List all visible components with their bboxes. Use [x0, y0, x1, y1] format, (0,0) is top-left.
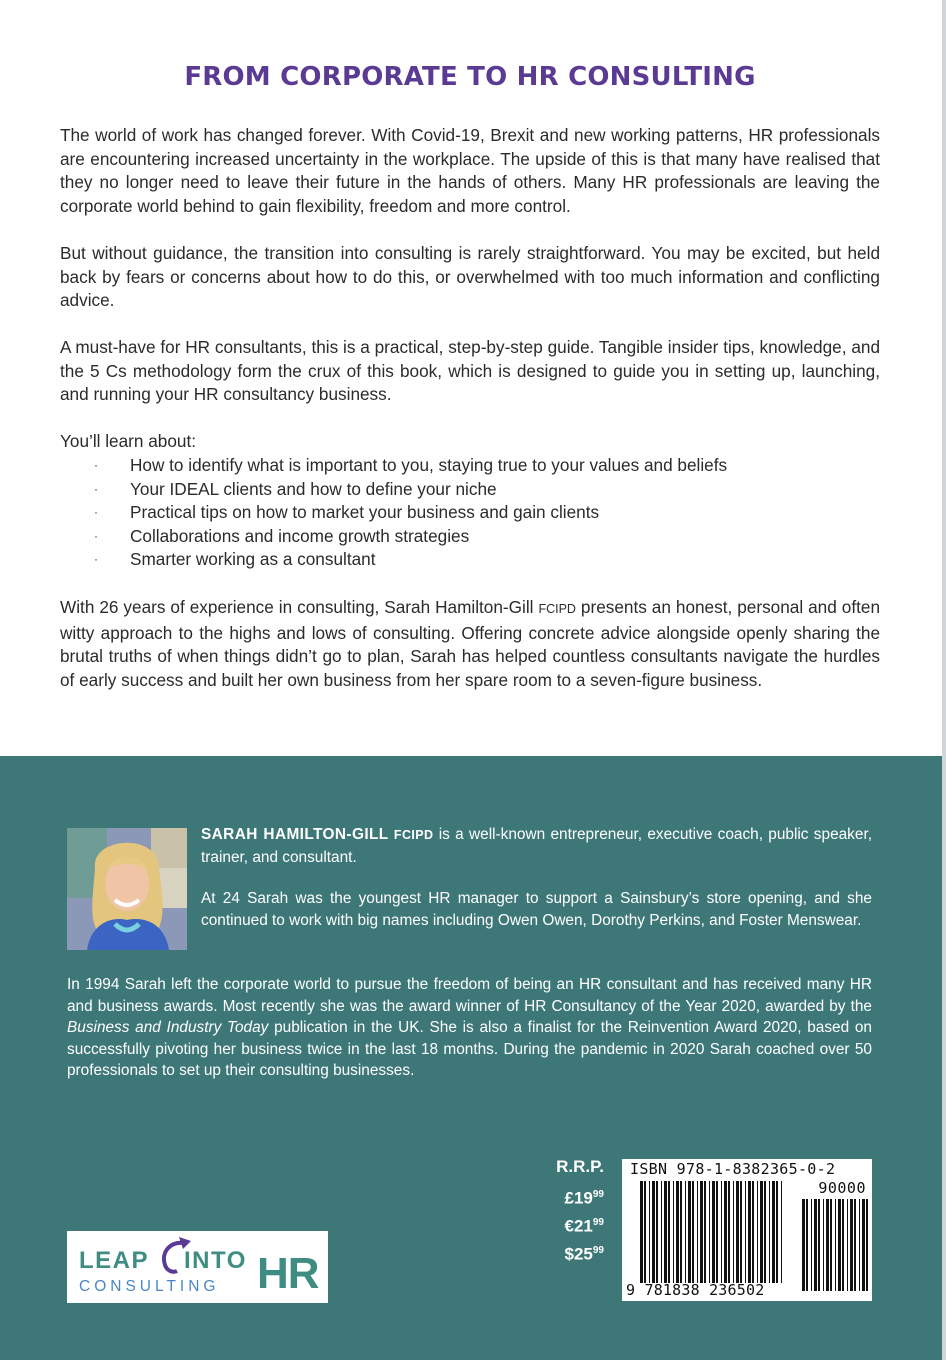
barcode-bar	[649, 1181, 650, 1283]
author-bio-consulting: In 1994 Sarah left the corporate world to pursue the freedom of being an HR consultant and has received many HR and business awards. Most recently she was the award winner of HR Consultancy of the Year 2020, awarded by the Business and Industry Today publication in the UK. She is also a finalist for the Reinvention Award 2020, based on successfully pivoting her business twice in the last 18 months. During the pandemic in 2020 Sarah coached over 50 professionals to set up their consulting businesses.	[67, 976, 872, 1079]
guidance-paragraph: But without guidance, the transition into consulting is rarely straightforward. You may be excited, but held back by fears or concerns about how to do this, or overwhelmed with too much information and conflicting advice.	[60, 243, 880, 310]
credential: FCIPD	[538, 602, 576, 616]
publication-name: Business and Industry Today	[67, 1019, 269, 1036]
rrp-label: R.R.P.	[556, 1157, 604, 1176]
list-item: · Collaborations and income growth strategies	[90, 525, 727, 549]
barcode-bar	[776, 1181, 778, 1283]
author-credential: FCIPD	[393, 828, 434, 842]
list-item: · Smarter working as a consultant	[90, 548, 727, 572]
barcode-bar	[640, 1181, 643, 1283]
barcode-bar	[644, 1181, 646, 1283]
barcode-bar	[709, 1181, 710, 1283]
barcode-bar	[866, 1199, 868, 1291]
bullet-marker: ·	[94, 505, 98, 519]
price-gbp: $£19^{99}$	[564, 1188, 604, 1208]
barcode-bar	[716, 1181, 718, 1283]
author-intro: SARAH HAMILTON-GILL FCIPD is a well-known entrepreneur, executive coach, public speaker, trainer, and consultant.	[201, 826, 872, 866]
logo-into-text: INTO	[184, 1247, 247, 1274]
barcode-bar	[757, 1181, 758, 1283]
list-item: · Your IDEAL clients and how to define your niche	[90, 478, 727, 502]
barcode-bar	[712, 1181, 715, 1283]
price-usd: $\$25^{99}$	[564, 1244, 604, 1264]
barcode-bar	[736, 1181, 739, 1283]
barcode-bar	[838, 1199, 841, 1291]
author-bio-early-career: At 24 Sarah was the youngest HR manager to support a Sainsbury’s store opening, and she continued to work with big names including Owen Owen, Dorothy Perkins, and Foster Menswear.	[201, 890, 872, 929]
price-eur: $€21^{99}$	[564, 1216, 604, 1236]
barcode-bar	[748, 1181, 751, 1283]
experience-paragraph: With 26 years of experience in consulting, Sarah Hamilton-Gill FCIPD presents an honest, personal and often witty approach to the highs and lows of consulting. Offering concrete advice alongside openly sharing the brutal truths of when things didn’t go to plan, Sarah has helped countless consultants navigate the hurdles of early success and built her own business from her spare room to a seven-figure business.	[60, 597, 880, 690]
bullet-marker: ·	[94, 528, 98, 543]
barcode-bar	[826, 1199, 829, 1291]
bullet-marker: ·	[94, 481, 98, 496]
barcode-bar	[818, 1199, 820, 1291]
barcode-bar	[652, 1181, 655, 1283]
barcode-bar	[830, 1199, 832, 1291]
barcode-bar	[764, 1181, 766, 1283]
list-item: · Practical tips on how to market your business and gain clients	[90, 501, 727, 525]
barcode-bar	[769, 1181, 770, 1283]
barcode-bar	[688, 1181, 691, 1283]
intro-paragraph: The world of work has changed forever. With Covid-19, Brexit and new working patterns, HR professionals are encountering increased uncertainty in the workplace. The upside of this is that many have realised that they no longer need to leave their future in the hands of others. Many HR professionals are leaving the corporate world behind to gain flexibility, freedom and more control.	[60, 125, 880, 216]
bullet-marker: ·	[94, 552, 98, 566]
barcode-bar	[802, 1199, 805, 1291]
barcode-bar	[680, 1181, 682, 1283]
barcode-bar	[721, 1181, 722, 1283]
barcode-bar	[760, 1181, 763, 1283]
barcode-bar	[842, 1199, 844, 1291]
barcode-bar	[724, 1181, 727, 1283]
must-have-paragraph: A must-have for HR consultants, this is a practical, step-by-step guide. Tangible insider tips, knowledge, and the 5 Cs methodology form the crux of this book, which is designed to guide you in setting up, launching, and running your HR consultancy business.	[60, 337, 880, 404]
logo-consulting-text: CONSULTING	[79, 1278, 220, 1295]
barcode-bar	[685, 1181, 686, 1283]
logo-hr-text: HR	[257, 1249, 319, 1298]
barcode-bar	[806, 1199, 808, 1291]
barcode-bar	[781, 1181, 782, 1283]
barcode-bar	[700, 1181, 703, 1283]
barcode-bar	[692, 1181, 694, 1283]
barcode-bar	[733, 1181, 734, 1283]
barcode-bar	[823, 1199, 824, 1291]
barcode-bar	[850, 1199, 853, 1291]
barcode-digits: 9 781838 236502	[626, 1281, 765, 1299]
isbn-label: ISBN 978-1-8382365-0-2	[630, 1160, 836, 1178]
barcode-bar	[814, 1199, 817, 1291]
barcode-bar	[859, 1199, 860, 1291]
barcode-bar	[745, 1181, 746, 1283]
barcode-bar	[656, 1181, 658, 1283]
barcode-bar	[728, 1181, 730, 1283]
barcode-bar	[752, 1181, 754, 1283]
author-name: SARAH HAMILTON-GILL	[201, 826, 389, 843]
barcode-bar	[835, 1199, 836, 1291]
barcode-bar	[668, 1181, 670, 1283]
isbn-barcode	[622, 1159, 872, 1301]
barcode-bar	[664, 1181, 667, 1283]
page-edge	[942, 0, 946, 1360]
barcode-bar	[697, 1181, 698, 1283]
barcode-bar	[772, 1181, 775, 1283]
price-addon-code: 90000	[818, 1179, 866, 1197]
learn-about-heading: You’ll learn about:	[60, 431, 197, 451]
barcode-bar	[862, 1199, 865, 1291]
logo-leap-text: LEAP	[79, 1247, 150, 1274]
leap-into-hr-logo	[67, 1231, 328, 1303]
barcode-bar	[854, 1199, 856, 1291]
author-photo	[67, 828, 187, 950]
barcode-bar	[661, 1181, 662, 1283]
barcode-bar	[676, 1181, 679, 1283]
page-title: FROM CORPORATE TO HR CONSULTING	[184, 62, 756, 92]
price-block	[530, 1153, 604, 1265]
barcode-bar	[811, 1199, 812, 1291]
list-item: · How to identify what is important to you, staying true to your values and beliefs	[90, 454, 727, 478]
learning-list	[90, 454, 727, 572]
barcode-bar	[740, 1181, 742, 1283]
barcode-bar	[673, 1181, 674, 1283]
barcode-bar	[704, 1181, 706, 1283]
bullet-marker: ·	[94, 458, 98, 472]
barcode-bar	[847, 1199, 848, 1291]
